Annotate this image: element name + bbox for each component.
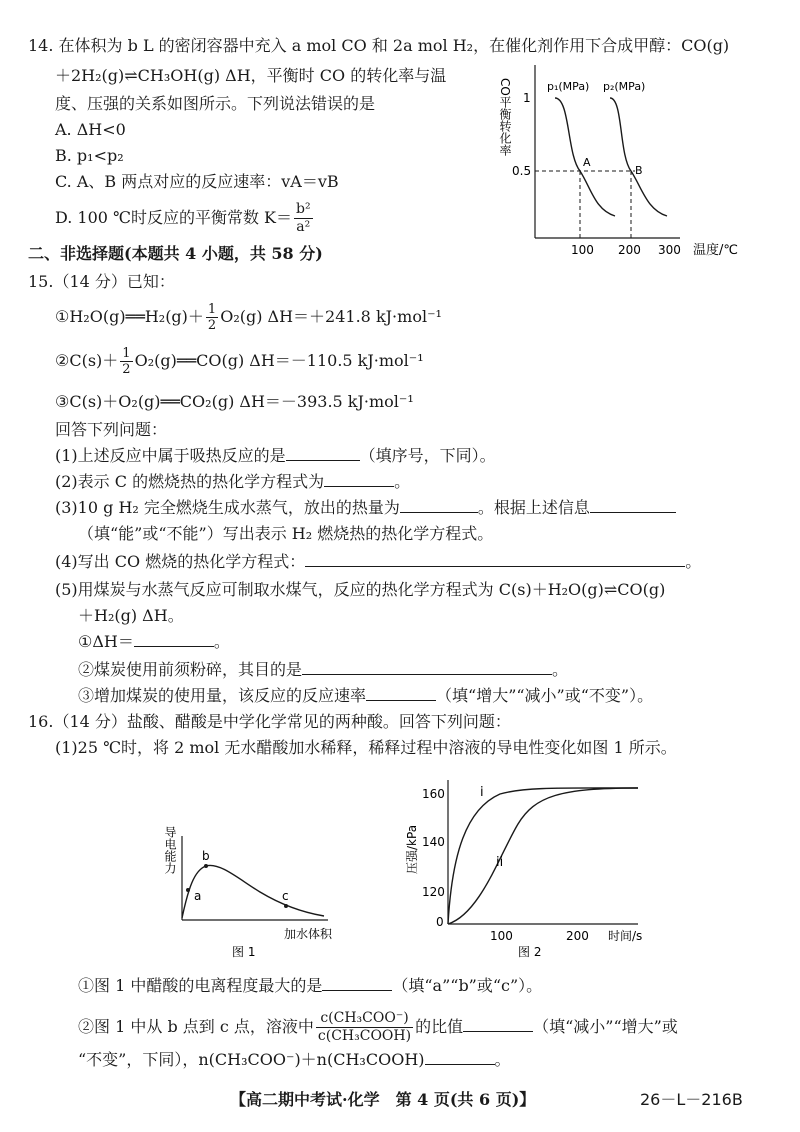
half-fraction: $\frac{1}{2}$ — [207, 302, 217, 333]
q14-chart-ytick-05: 0.5 — [512, 164, 532, 178]
fig1-label-c: c — [282, 889, 289, 903]
q14-chart-point-a: A — [583, 156, 591, 169]
paper-code: 26－L－216B — [640, 1090, 743, 1109]
q15-sub5-3: ③增加煤炭的使用量，该反应的反应速率 （填“增大”“减小”或“不变”）。 — [78, 686, 654, 705]
fig2-xtick-200: 200 — [566, 929, 589, 943]
fig2-ytick-140: 140 — [422, 835, 445, 849]
fig1-point-b — [204, 864, 208, 868]
fig1-caption: 图 1 — [232, 945, 256, 959]
fig2-xlabel: 时间/s — [608, 929, 643, 943]
fig2-label-ii: ii — [496, 855, 504, 870]
q15-sub5-cont: ＋H₂(g) ΔH。 — [78, 606, 184, 625]
fig2-xtick-100: 100 — [490, 929, 513, 943]
q15-sub4: (4)写出 CO 燃烧的热化学方程式： 。 — [55, 552, 702, 571]
q14-chart-label-p1: p₁(MPa) — [547, 80, 590, 93]
figure-2 — [400, 774, 660, 960]
answer-blank[interactable] — [366, 686, 436, 701]
q15-sub2: (2)表示 C 的燃烧热的热化学方程式为 。 — [55, 472, 411, 491]
q14-chart-ytick-1: 1 — [523, 91, 531, 105]
fig1-point-c — [284, 904, 288, 908]
q15-head: 15.（14 分）已知： — [28, 272, 175, 291]
q14-chart-label-p2: p₂(MPa) — [603, 80, 646, 93]
q14-stem-line2: ＋2H₂(g)⇌CH₃OH(g) ΔH，平衡时 CO 的转化率与温 — [55, 66, 447, 85]
fig2-ylabel: 压强/kPa — [405, 824, 419, 874]
answer-blank[interactable] — [400, 498, 478, 513]
q14-option-a[interactable]: A. ΔH<0 — [55, 120, 126, 139]
q14-stem-line3: 度、压强的关系如图所示。下列说法错误的是 — [55, 94, 376, 113]
fig1-curve — [182, 865, 324, 918]
q16-sub1-2-cont: “不变”，下同），n(CH₃COO⁻)＋n(CH₃COOH) 。 — [78, 1050, 511, 1069]
answer-blank[interactable] — [302, 660, 552, 675]
q15-sub5-2: ②煤炭使用前须粉碎，其目的是 。 — [78, 660, 569, 679]
q14-stem-line1: 14. 在体积为 b L 的密闭容器中充入 a mol CO 和 2a mol H₂，在催化剂作用下合成甲醇：CO(g) — [28, 36, 730, 55]
q16-head: 16.（14 分）盐酸、醋酸是中学化学常见的两种酸。回答下列问题： — [28, 712, 511, 731]
q14-chart-point-b: B — [635, 164, 643, 177]
q14-chart-xtick-100: 100 — [571, 243, 594, 257]
q15-sub3-cont: （填“能”或“不能”）写出表示 H₂ 燃烧热的热化学方程式。 — [78, 524, 494, 543]
section-2-heading: 二、非选择题(本题共 4 小题，共 58 分) — [28, 244, 323, 263]
answer-blank[interactable] — [425, 1050, 495, 1065]
fig1-ylabel: 导电能力 — [163, 826, 177, 874]
fig2-ytick-160: 160 — [422, 787, 445, 801]
q15-sub3: (3)10 g H₂ 完全燃烧生成水蒸气，放出的热量为 。根据上述信息 — [55, 498, 676, 518]
q15-ask: 回答下列问题： — [55, 420, 168, 439]
answer-blank[interactable] — [463, 1017, 533, 1032]
page-footer: 【高二期中考试·化学 第 4 页(共 6 页)】 — [230, 1090, 536, 1109]
q14-chart-xlabel: 温度/℃ — [693, 243, 738, 258]
fig1-xlabel: 加水体积 — [284, 927, 333, 941]
answer-blank[interactable] — [590, 498, 676, 513]
q14-option-d-text: D. 100 ℃时反应的平衡常数 K＝ — [55, 208, 292, 227]
fig1-point-a — [186, 888, 190, 892]
q14-chart-ylabel: CO平衡转化率 — [498, 78, 512, 156]
fig2-ytick-0: 0 — [436, 915, 444, 929]
q15-eq1: ①H₂O(g)══H₂(g)＋ $\frac{1}{2}$ O₂(g) ΔH＝＋241.8 kJ·mol⁻¹ — [55, 302, 442, 333]
answer-blank[interactable] — [324, 472, 394, 487]
q14-option-c[interactable]: C. A、B 两点对应的反应速率：vA＝vB — [55, 172, 339, 191]
fig2-caption: 图 2 — [518, 945, 542, 959]
half-fraction: $\frac{1}{2}$ — [122, 346, 131, 377]
q14-chart-xtick-200: 200 — [618, 243, 641, 257]
answer-blank[interactable] — [286, 446, 360, 461]
fig1-label-b: b — [202, 849, 210, 863]
q16-sub1: (1)25 ℃时，将 2 mol 无水醋酸加水稀释，稀释过程中溶液的导电性变化如图 1 所示。 — [55, 738, 677, 757]
ratio-fraction: $\frac{\text{c(CH₃COO⁻)}}{\text{c(CH₃COOH)}}$ — [317, 1010, 412, 1044]
q14-option-d-fraction: $\frac{\text{b²}}{\text{a²}}$ — [296, 201, 311, 235]
q15-sub1: (1)上述反应中属于吸热反应的是 （填序号，下同）。 — [55, 446, 496, 465]
q15-eq2: ②C(s)＋ $\frac{1}{2}$ O₂(g)══CO(g) ΔH＝－110.5 kJ·mol⁻¹ — [55, 346, 424, 377]
q14-chart-xtick-300: 300 — [658, 243, 681, 257]
fig2-curve-ii — [448, 788, 638, 924]
figure-1 — [160, 820, 340, 960]
q15-sub5: (5)用煤炭与水蒸气反应可制取水煤气，反应的热化学方程式为 C(s)＋H₂O(g)⇌CO(g) — [55, 580, 666, 599]
q15-eq3: ③C(s)＋O₂(g)══CO₂(g) ΔH＝－393.5 kJ·mol⁻¹ — [55, 392, 414, 411]
answer-blank[interactable] — [134, 632, 214, 647]
fig2-label-i: i — [480, 785, 484, 800]
answer-blank[interactable] — [305, 552, 685, 567]
q14-option-b[interactable]: B. p₁<p₂ — [55, 146, 124, 165]
q14-option-d[interactable] — [55, 200, 315, 236]
fig2-curve-i — [448, 788, 638, 924]
q14-chart-curve-p2 — [610, 98, 667, 216]
q14-chart — [495, 60, 765, 260]
fig1-label-a: a — [194, 889, 202, 903]
fig2-ytick-120: 120 — [422, 885, 445, 899]
q16-sub1-1: ①图 1 中醋酸的电离程度最大的是 （填“a”“b”或“c”）。 — [78, 976, 543, 995]
q16-sub1-2: ②图 1 中从 b 点到 c 点，溶液中 $\frac{\text{c(CH₃COO⁻)}}{\text{c(CH₃COOH)}}$ 的比值 （填“减小”“增大”或 — [78, 1010, 678, 1044]
q15-sub5-1: ①ΔH＝ 。 — [78, 632, 230, 651]
answer-blank[interactable] — [322, 976, 392, 991]
